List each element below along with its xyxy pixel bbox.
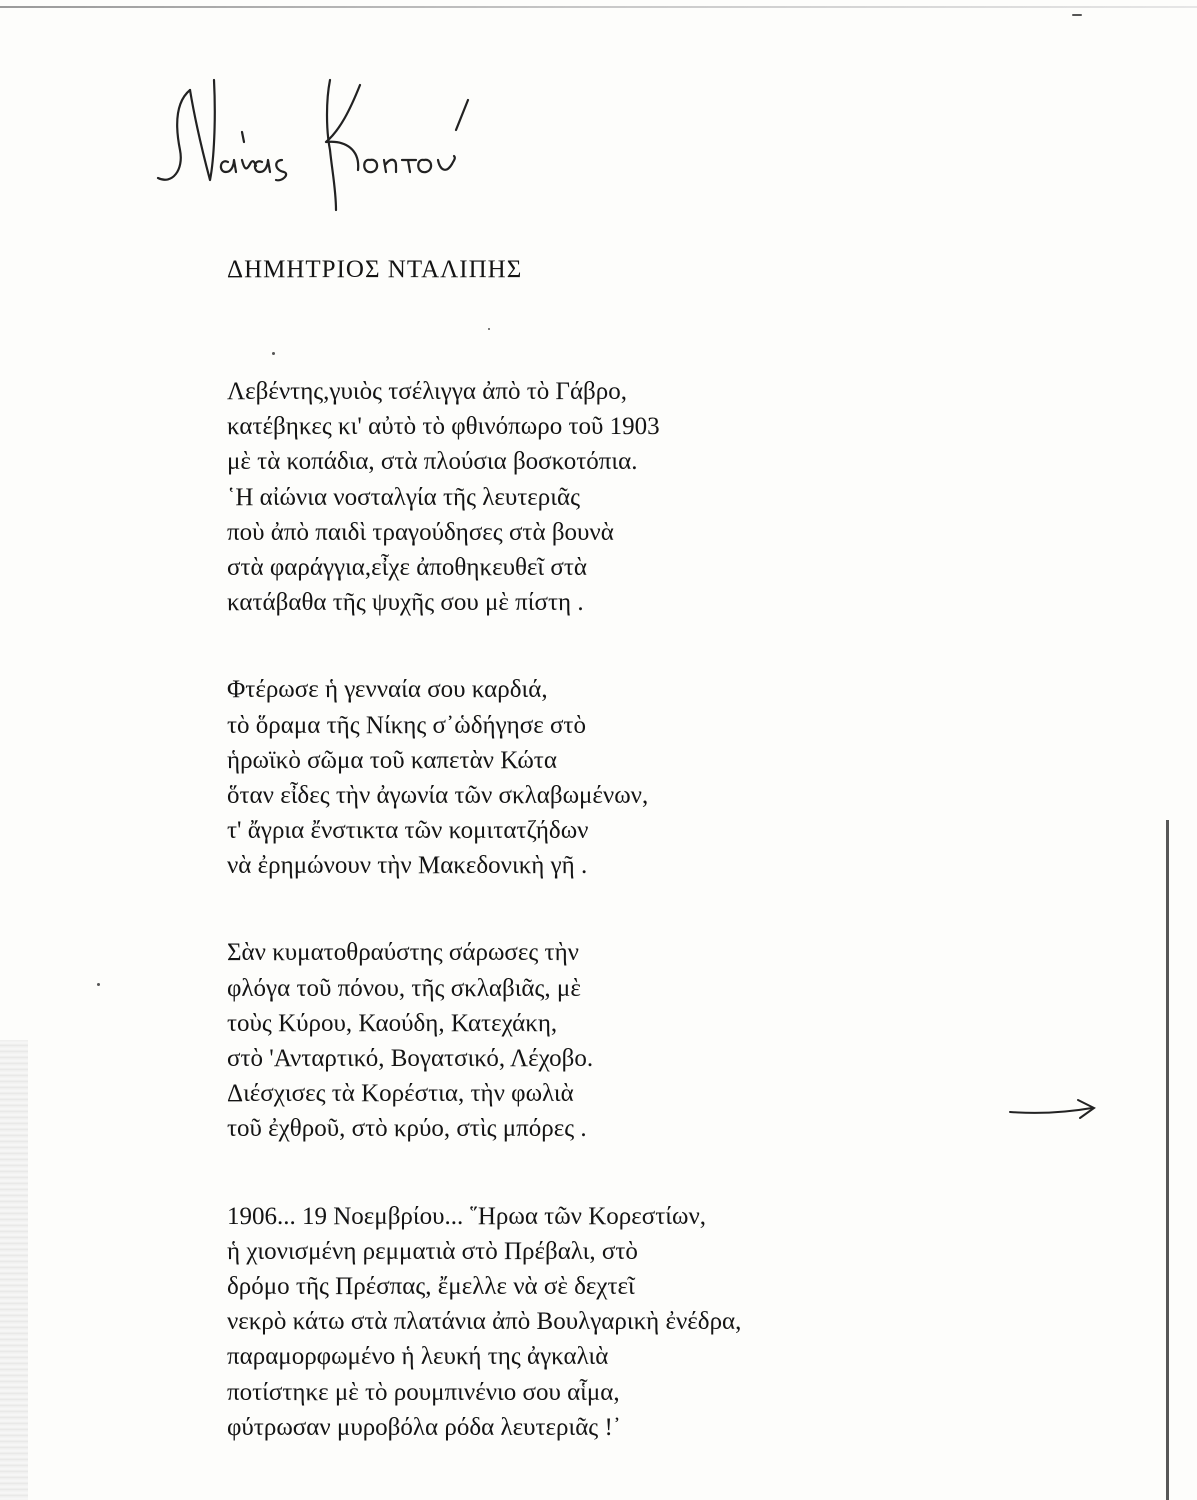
- poem-line: δρόμο τῆς Πρέσπας, ἔμελλε νὰ σὲ δεχτεῖ: [227, 1272, 635, 1300]
- scan-speck: [97, 983, 100, 986]
- poem-line: ἡρωϊκὸ σῶμα τοῦ καπετὰν Κώτα: [227, 746, 557, 774]
- poem-line: στὰ φαράγγια,εἶχε ἀποθηκευθεῖ στὰ: [227, 553, 588, 581]
- poem-line: Φτέρωσε ἡ γενναία σου καρδιά,: [227, 676, 548, 704]
- poem-line: τοῦ ἐχθροῦ, στὸ κρύο, στὶς μπόρες .: [227, 1115, 587, 1143]
- handwritten-signature: [150, 60, 490, 220]
- poem-line: 1906... 19 Νοεμβρίου... ῞Ηρωα τῶν Κορεστίων,: [227, 1202, 707, 1230]
- poem-line: Διέσχισες τὰ Κορέστια, τὴν φωλιὰ: [227, 1080, 574, 1108]
- poem-line: τὸ ὅραμα τῆς Νίκης σ᾽ὡδήγησε στὸ: [227, 711, 586, 739]
- poem-line: ποτίστηκε μὲ τὸ ρουμπινένιο σου αἷμα,: [227, 1378, 620, 1406]
- scan-top-edge: [0, 6, 1197, 8]
- stanza-1: [227, 374, 947, 620]
- stanza-2: [227, 672, 947, 883]
- poem-line: τοὺς Κύρου, Καούδη, Κατεχάκη,: [227, 1009, 558, 1037]
- scan-left-edge-noise: [0, 1040, 28, 1500]
- stanza-3: [227, 935, 947, 1146]
- poem-title: ΔΗΜΗΤΡΙΟΣ ΝΤΑΛΙΠΗΣ: [227, 256, 523, 283]
- poem-line: φλόγα τοῦ πόνου, τῆς σκλαβιᾶς, μὲ: [227, 974, 581, 1002]
- poem-body: [227, 374, 947, 1445]
- poem-line: φύτρωσαν μυροβόλα ρόδα λευτεριᾶς !᾽: [227, 1413, 622, 1441]
- poem-line: παραμορφωμένο ἡ λευκή της ἀγκαλιὰ: [227, 1343, 609, 1371]
- poem-line: Λεβέντης,γυιὸς τσέλιγγα ἀπὸ τὸ Γάβρο,: [227, 378, 627, 405]
- poem-line: κατέβηκες κι' αὐτὸ τὸ φθινόπωρο τοῦ 1903: [227, 413, 660, 441]
- poem-line: μὲ τὰ κοπάδια, στὰ πλούσια βοσκοτόπια.: [227, 448, 638, 476]
- poem-line: νὰ ἐρημώνουν τὴν Μακεδονικὴ γῆ .: [227, 852, 588, 880]
- poem-line: κατάβαθα τῆς ψυχῆς σου μὲ πίστη .: [227, 589, 584, 617]
- poem-line: ῾Η αἰώνια νοσταλγία τῆς λευτεριᾶς: [227, 483, 580, 511]
- poem-line: τ' ἄγρια ἔνστικτα τῶν κομιτατζήδων: [227, 817, 589, 845]
- scan-speck: [272, 352, 275, 355]
- scan-right-edge-line: [1166, 820, 1169, 1500]
- poem-line: ὅταν εἶδες τὴν ἀγωνία τῶν σκλαβωμένων,: [227, 781, 649, 809]
- poem-line: ποὺ ἀπὸ παιδὶ τραγούδησες στὰ βουνὰ: [227, 518, 614, 546]
- poem-line: Σὰν κυματοθραύστης σάρωσες τὴν: [227, 939, 579, 967]
- poem-line: νεκρὸ κάτω στὰ πλατάνια ἀπὸ Βουλγαρικὴ ἐνέδρα,: [227, 1308, 742, 1336]
- scan-speck: [1072, 14, 1082, 16]
- stanza-4: [227, 1199, 947, 1445]
- arrow-right-icon: [1008, 1094, 1100, 1124]
- scan-speck: [488, 328, 490, 330]
- poem-line: ἡ χιονισμένη ρεμματιὰ στὸ Πρέβαλι, στὸ: [227, 1237, 638, 1265]
- poem-line: στὸ 'Ανταρτικό, Βογατσικό, Λέχοβο.: [227, 1045, 594, 1072]
